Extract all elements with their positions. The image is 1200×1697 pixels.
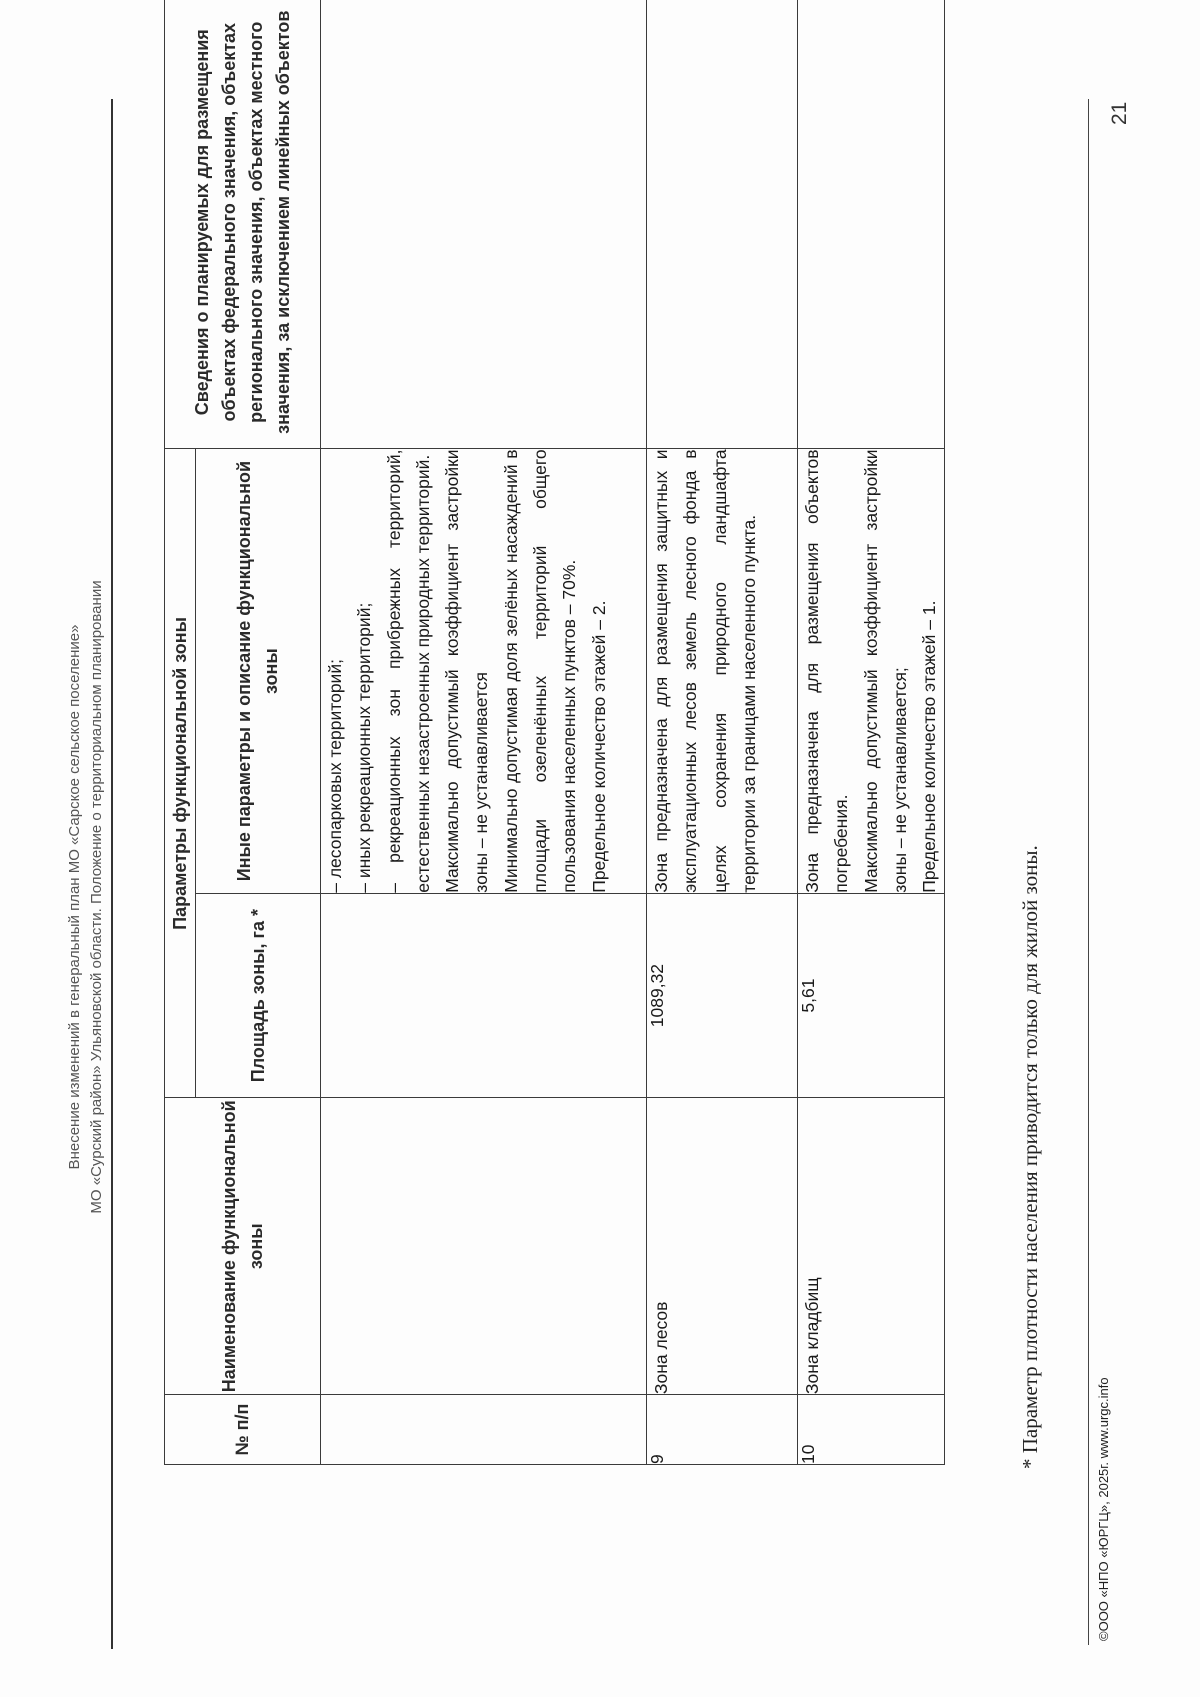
- running-header-line-2: МО «Сурский район» Ульяновской области. Положение о территориальном планировании: [88, 580, 105, 1214]
- description-paragraph: Максимально допустимый коэффициент застройки зоны – не устанавливается: [442, 449, 492, 893]
- col-header-planned-objects: Сведения о планируемых для размещения объектах федерального значения, объектах регионального значения, объектах местного значения, за исключением линейных объектов: [165, 0, 321, 449]
- header-rule: [111, 99, 113, 1649]
- description-paragraph: Максимально допустимый коэффициент застройки зоны – не устанавливается;: [860, 449, 910, 893]
- footer-copyright: ©ООО «НПО «ЮРГЦ», 2025г. www.urgc.info: [1096, 1377, 1111, 1641]
- zone-description: [798, 449, 945, 893]
- col-header-area: Площадь зоны, га *: [196, 893, 321, 1098]
- table-row: [798, 0, 945, 1465]
- functional-zones-table: [164, 0, 945, 1465]
- table-row: [647, 0, 798, 1465]
- row-number: [321, 1395, 647, 1465]
- description-paragraph: – рекреационных зон прибрежных территорий, естественных незастроенных природных территорий.: [383, 449, 433, 893]
- table-row: [321, 0, 647, 1465]
- zone-name: Зона кладбищ: [798, 1098, 945, 1395]
- footnote: * Параметр плотности населения приводится только для жилой зоны.: [1018, 845, 1042, 1469]
- col-header-num: № п/п: [165, 1395, 321, 1465]
- description-paragraph: Предельное количество этажей – 2.: [588, 600, 609, 893]
- zone-description: [321, 449, 647, 893]
- description-paragraph: – иных рекреационных территорий;: [354, 602, 375, 893]
- header-row-1: [165, 0, 196, 1465]
- description-paragraph: – лесопарковых территорий;: [325, 659, 345, 893]
- row-number: 9: [647, 1395, 798, 1465]
- description-paragraph: Предельное количество этажей – 1.: [919, 600, 940, 893]
- zone-area: 1089,32: [647, 893, 798, 1098]
- zone-name: [321, 1098, 647, 1395]
- description-paragraph: Зона предназначена для размещения объектов погребения.: [802, 449, 852, 893]
- zone-area: 5,61: [798, 893, 945, 1098]
- planned-objects: [798, 0, 945, 449]
- row-number: 10: [798, 1395, 945, 1465]
- description-paragraph: Минимально допустимая доля зелёных насаждений в площади озеленённых территорий общего пользования населенных пунктов – 70%.: [500, 449, 580, 893]
- col-header-other-params: Иные параметры и описание функциональной зоны: [196, 449, 321, 893]
- planned-objects: [647, 0, 798, 449]
- zone-area: [321, 893, 647, 1098]
- page-number: 21: [1108, 101, 1131, 125]
- description-paragraph: Зона предназначена для размещения защитных и эксплуатационных лесов земель лесного фонда в целях сохранения природного ландшафта территории за границами населенного пункта.: [651, 449, 759, 893]
- col-header-params-group: Параметры функциональной зоны: [165, 449, 196, 1098]
- running-header-line-1: Внесение изменений в генеральный план МО «Сарское сельское поселение»: [66, 624, 83, 1170]
- zone-name: Зона лесов: [647, 1098, 798, 1395]
- footer-rule: [1088, 99, 1089, 1645]
- zone-description: [647, 449, 798, 893]
- col-header-name: Наименование функциональной зоны: [165, 1098, 321, 1395]
- planned-objects: [321, 0, 647, 449]
